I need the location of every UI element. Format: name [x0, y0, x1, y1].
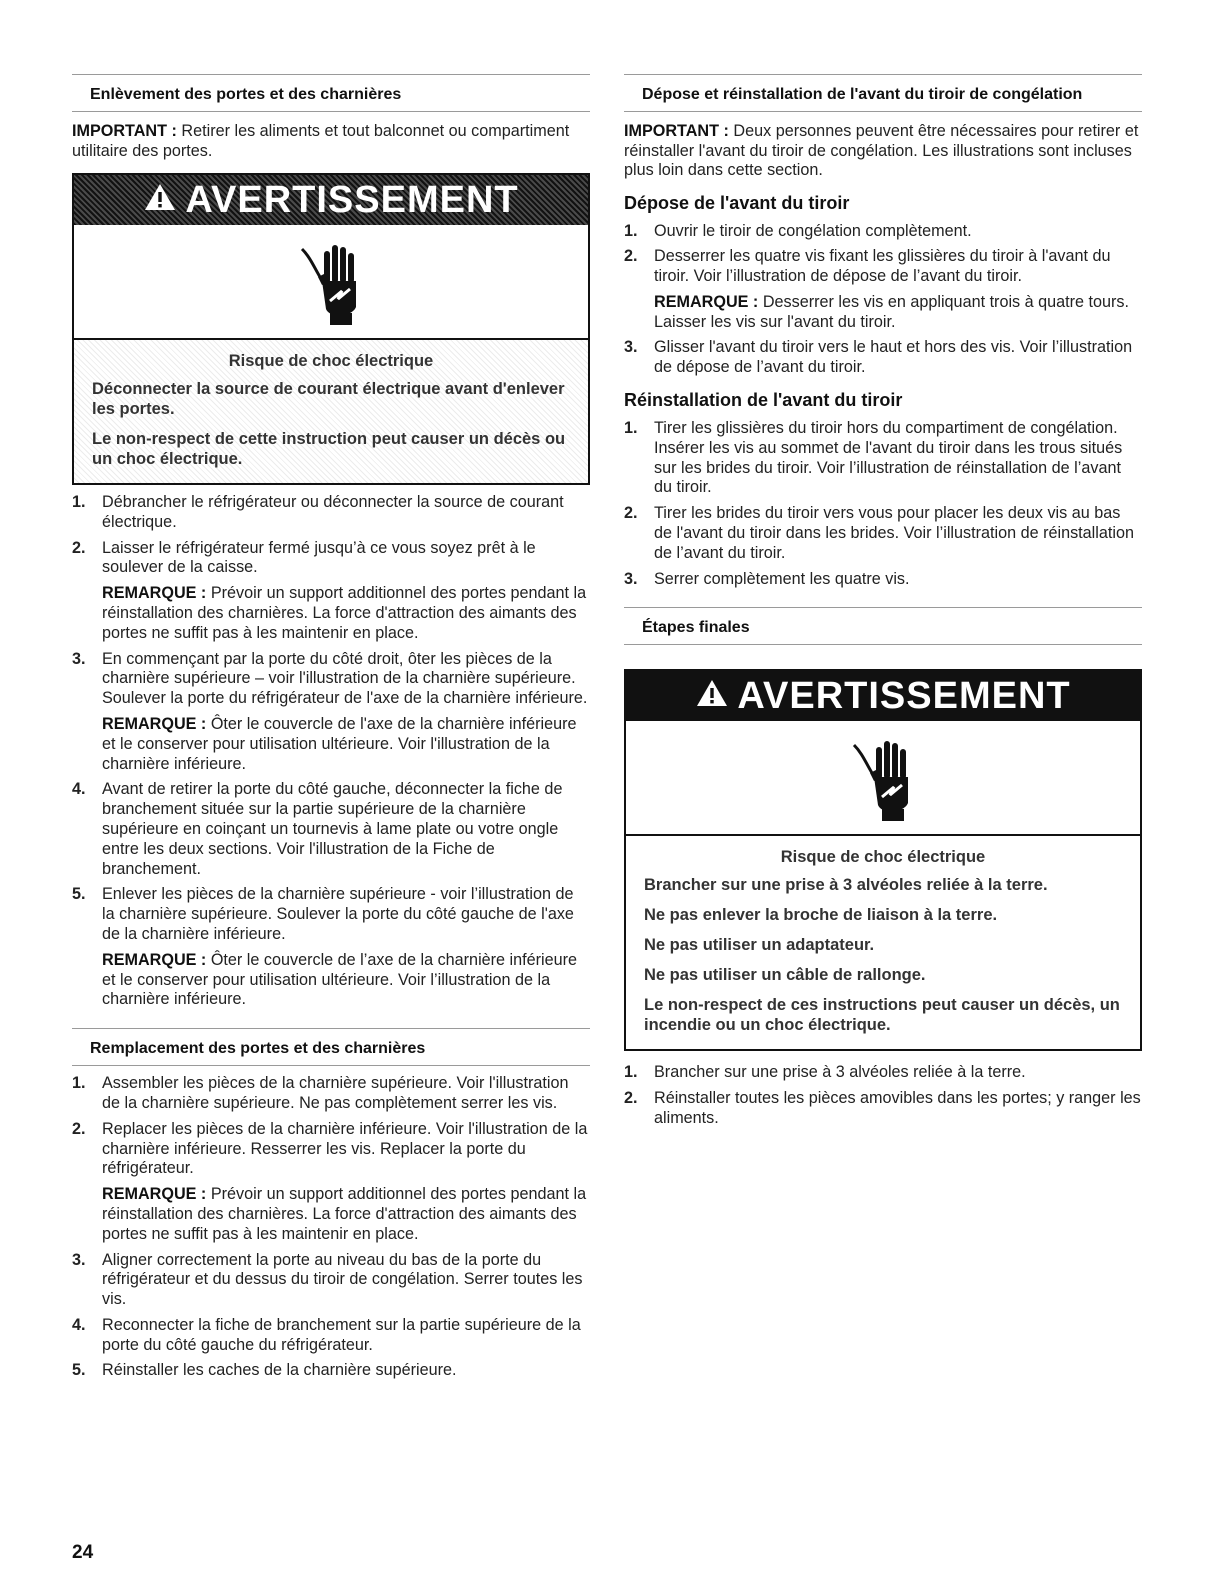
step-number: 2. — [624, 1089, 638, 1108]
list-item — [72, 780, 590, 879]
warning-box-ground — [624, 669, 1142, 1051]
step-number: 4. — [72, 780, 86, 799]
step-number: 2. — [624, 247, 638, 266]
warning-banner — [626, 671, 1140, 721]
warning-text — [626, 836, 1140, 1049]
list-item — [624, 338, 1142, 378]
section-heading-final: Étapes finales — [624, 607, 1142, 645]
important-label: IMPORTANT : — [624, 122, 729, 140]
note-text: Prévoir un support additionnel des portes pendant la réinstallation des charnières. La force d'attraction des aimants des portes ne suffit pas à les maintenir en place. — [102, 584, 587, 642]
step-text: Assembler les pièces de la charnière supérieure. Voir l'illustration de la charnière supérieure. Ne pas complètement serrer les vis. — [102, 1074, 569, 1112]
note-label: REMARQUE : — [102, 950, 207, 969]
step-text: Enlever les pièces de la charnière supérieure - voir l’illustration de la charnière supérieure. Soulever la porte du côté gauche de l'axe de la charnière inférieure. — [102, 885, 574, 943]
removal-steps — [72, 493, 590, 1010]
important-text: Deux personnes peuvent être nécessaires pour retirer et réinstaller l'avant du tiroir de congélation. Les illustrations sont incluses plus loin dans cette section. — [624, 122, 1139, 179]
note-text: Desserrer les vis en appliquant trois à quatre tours. Laisser les vis sur l'avant du tiroir. — [654, 292, 1130, 331]
step-note — [654, 293, 1142, 333]
step-text: Ouvrir le tiroir de congélation complètement. — [654, 221, 972, 240]
list-item — [72, 1361, 590, 1381]
page-number: 24 — [72, 1542, 94, 1563]
list-item — [72, 1074, 590, 1114]
step-text: Réinstaller toutes les pièces amovibles dans les portes; y ranger les aliments. — [654, 1089, 1141, 1128]
step-number: 1. — [624, 1063, 638, 1082]
note-text: Prévoir un support additionnel des portes pendant la réinstallation des charnières. La force d'attraction des aimants des portes ne suffit pas à les maintenir en place. — [102, 1185, 587, 1243]
step-number: 1. — [624, 221, 638, 240]
warning-title: AVERTISSEMENT — [185, 178, 519, 221]
step-number: 1. — [72, 1074, 86, 1093]
step-text: Serrer complètement les quatre vis. — [654, 569, 910, 588]
step-number: 5. — [72, 1361, 86, 1380]
step-text: En commençant par la porte du côté droit, ôter les pièces de la charnière supérieure – voir l'illustration de la charnière supérieure. Soulever la porte du réfrigérateur de l'axe de la charnière inférieure. — [102, 649, 588, 708]
note-label: REMARQUE : — [654, 292, 759, 311]
hazard-title: Risque de choc électrique — [228, 352, 434, 370]
drawer-removal-steps — [624, 222, 1142, 379]
list-item — [624, 222, 1142, 242]
list-item — [72, 1316, 590, 1356]
list-item — [72, 1120, 590, 1245]
warning-line: Ne pas enlever la broche de liaison à la terre. — [644, 906, 998, 925]
step-note — [102, 715, 590, 774]
warning-line: Le non-respect de cette instruction peut causer un décès ou un choc électrique. — [92, 430, 566, 468]
list-item — [72, 1251, 590, 1310]
important-note — [624, 122, 1142, 181]
warning-title: AVERTISSEMENT — [737, 674, 1071, 717]
step-number: 3. — [624, 569, 638, 588]
step-text: Tirer les brides du tiroir vers vous pour placer les deux vis au bas de l'avant du tiroir dans les brides. Voir l’illustration de réinstallation de l’avant du tiroir. — [654, 504, 1134, 562]
note-label: REMARQUE : — [102, 714, 207, 733]
warning-banner — [74, 175, 588, 225]
step-number: 2. — [624, 504, 638, 523]
step-text: Réinstaller les caches de la charnière supérieure. — [102, 1361, 457, 1380]
step-text: Avant de retirer la porte du côté gauche, déconnecter la fiche de branchement située sur la partie supérieure de la charnière supérieure en coinçant un tournevis à lame plate ou votre ongle entre les deux sections. Voir l'illustration de la Fiche de branchement. — [102, 780, 563, 878]
step-number: 1. — [72, 493, 86, 511]
list-item — [72, 650, 590, 775]
important-label: IMPORTANT : — [72, 122, 177, 140]
step-text: Tirer les glissières du tiroir hors du compartiment de congélation. Insérer les vis au sommet de l'avant du tiroir dans les trous situés sur les brides du tiroir. Voir l’illustration de réinstallation de l’avant du tiroir. — [654, 419, 1123, 497]
important-note — [72, 122, 590, 161]
list-item — [72, 493, 590, 533]
warning-line: Déconnecter la source de courant électrique avant d'enlever les portes. — [92, 380, 565, 418]
step-text: Glisser l'avant du tiroir vers le haut et hors des vis. Voir l’illustration de dépose de l’avant du tiroir. — [654, 338, 1133, 377]
note-text: Ôter le couvercle de l’axe de la charnière inférieure et le conserver pour utilisation ultérieure. Voir l’illustration de la charnière inférieure. — [102, 950, 578, 1009]
electric-shock-hand-icon — [848, 733, 918, 823]
warning-line: Ne pas utiliser un adaptateur. — [644, 936, 875, 955]
important-text: Retirer les aliments et tout balconnet ou compartiment utilitaire des portes. — [72, 122, 570, 160]
step-number: 4. — [72, 1315, 86, 1334]
step-text: Desserrer les quatre vis fixant les glissières du tiroir à l'avant du tiroir. Voir l’illustration de dépose de l’avant du tiroir. — [654, 247, 1111, 286]
warning-box-disconnect — [72, 173, 590, 485]
drawer-reinstall-steps — [624, 419, 1142, 589]
subheading-removal: Dépose de l'avant du tiroir — [624, 192, 850, 213]
section-heading-replacement: Remplacement des portes et des charnières — [72, 1028, 590, 1066]
step-note — [102, 951, 590, 1010]
step-number: 5. — [72, 885, 86, 904]
warning-line: Brancher sur une prise à 3 alvéoles reliée à la terre. — [644, 876, 1048, 895]
final-steps — [624, 1063, 1142, 1128]
list-item — [624, 504, 1142, 563]
section-heading-removal: Enlèvement des portes et des charnières — [72, 74, 590, 112]
step-text: Laisser le réfrigérateur fermé jusqu’à ce vous soyez prêt à le soulever de la caisse. — [102, 538, 536, 577]
step-number: 2. — [72, 538, 86, 557]
warning-line: Ne pas utiliser un câble de rallonge. — [644, 966, 926, 985]
left-column — [72, 74, 590, 1387]
step-note — [102, 584, 590, 643]
shock-hazard-area — [626, 721, 1140, 836]
warning-triangle-icon — [695, 675, 729, 718]
step-text: Replacer les pièces de la charnière inférieure. Voir l'illustration de la charnière inférieure. Resserrer les vis. Replacer la porte du réfrigérateur. — [102, 1119, 588, 1178]
note-label: REMARQUE : — [102, 1185, 207, 1204]
note-text: Ôter le couvercle de l'axe de la charnière inférieure et le conserver pour utilisation ultérieure. Voir l'illustration de la charnière inférieure. — [102, 714, 577, 773]
section-heading-drawer: Dépose et réinstallation de l'avant du tiroir de congélation — [624, 74, 1142, 112]
electric-shock-hand-icon — [296, 237, 366, 327]
step-text: Débrancher le réfrigérateur ou déconnecter la source de courant électrique. — [102, 493, 564, 531]
step-number: 3. — [72, 649, 86, 668]
step-note — [102, 1185, 590, 1244]
step-number: 3. — [72, 1250, 86, 1269]
step-number: 1. — [624, 419, 638, 438]
right-column — [624, 74, 1142, 1135]
warning-text — [74, 340, 588, 483]
hazard-title: Risque de choc électrique — [780, 848, 986, 867]
step-number: 2. — [72, 1119, 86, 1138]
list-item — [72, 885, 590, 1010]
list-item — [624, 570, 1142, 590]
list-item — [624, 1089, 1142, 1129]
warning-triangle-icon — [143, 179, 177, 222]
list-item — [72, 539, 590, 644]
replacement-steps — [72, 1074, 590, 1381]
step-number: 3. — [624, 338, 638, 357]
list-item — [624, 1063, 1142, 1083]
step-text: Aligner correctement la porte au niveau du bas de la porte du réfrigérateur et du dessus du tiroir de congélation. Serrer toutes les vis. — [102, 1250, 583, 1309]
list-item — [624, 419, 1142, 498]
note-label: REMARQUE : — [102, 584, 207, 603]
step-text: Reconnecter la fiche de branchement sur la partie supérieure de la porte du côté gauche du réfrigérateur. — [102, 1315, 581, 1354]
shock-hazard-area — [74, 225, 588, 340]
step-text: Brancher sur une prise à 3 alvéoles reliée à la terre. — [654, 1063, 1026, 1082]
warning-line: Le non-respect de ces instructions peut causer un décès, un incendie ou un choc électrique. — [644, 996, 1120, 1035]
list-item — [624, 247, 1142, 332]
subheading-reinstall: Réinstallation de l'avant du tiroir — [624, 390, 903, 411]
